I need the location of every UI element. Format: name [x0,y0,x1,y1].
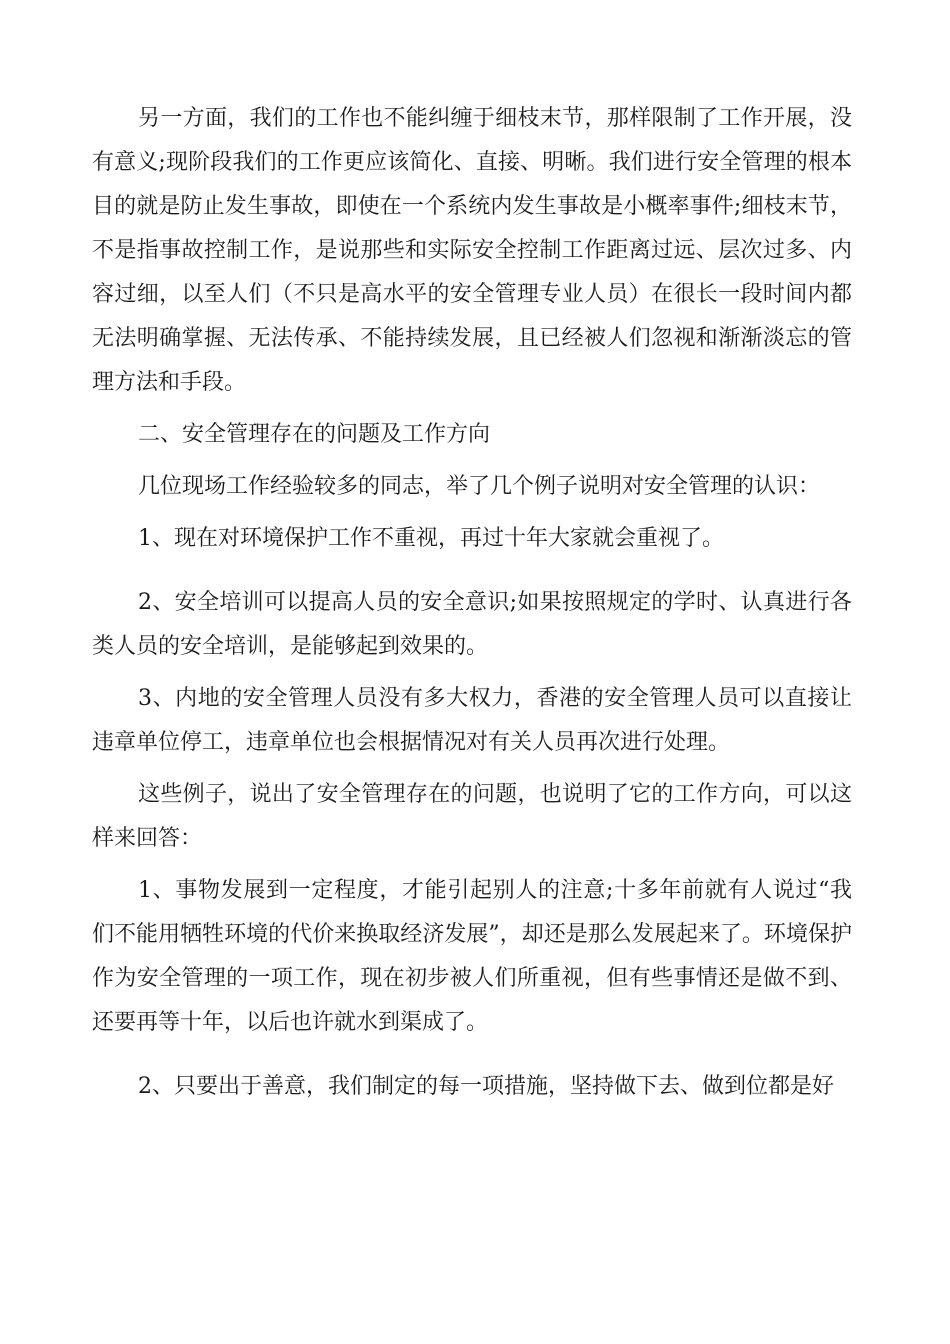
paragraph-example-1: 1、现在对环境保护工作不重视，再过十年大家就会重视了。 [138,526,724,551]
section-heading: 二、安全管理存在的问题及工作方向 [138,422,491,447]
paragraph-examples-intro: 几位现场工作经验较多的同志，举了几个例子说明对安全管理的认识： [138,474,821,499]
paragraph-example-3: 3、内地的安全管理人员没有多大权力，香港的安全管理人员可以直接让违章单位停工，违章单位也会根据情况对有关人员再次进行处理。 [92,686,852,755]
paragraph-details: 另一方面，我们的工作也不能纠缠于细枝末节，那样限制了工作开展，没有意义;现阶段我们的工作更应该简化、直接、明晰。我们进行安全管理的根本目的就是防止发生事故，即使在一个系统内发生事故是小概率事件;细枝末节，不是指事故控制工作，是说那些和实际安全控制工作距离过远、层次过多、内容过细，以至人们（不只是高水平的安全管理专业人员）在很长一段时间内都无法明确掌握、无法传承、不能持续发展，且已经被人们忽视和渐渐淡忘的管理方法和手段。 [92,106,852,395]
paragraph-answer-1: 1、事物发展到一定程度，才能引起别人的注意;十多年前就有人说过“我们不能用牺牲环境的代价来换取经济发展”，却还是那么发展起来了。环境保护作为安全管理的一项工作，现在初步被人们所重视，但有些事情还是做不到、还要再等十年，以后也许就水到渠成了。 [92,878,852,1035]
paragraph-answer-2: 2、只要出于善意，我们制定的每一项措施，坚持做下去、做到位都是好 [138,1074,834,1099]
paragraph-answer-intro: 这些例子，说出了安全管理存在的问题，也说明了它的工作方向，可以这样来回答： [92,782,852,851]
document-body [92,97,852,1109]
paragraph-example-2: 2、安全培训可以提高人员的安全意识;如果按照规定的学时、认真进行各类人员的安全培训，是能够起到效果的。 [92,590,852,659]
